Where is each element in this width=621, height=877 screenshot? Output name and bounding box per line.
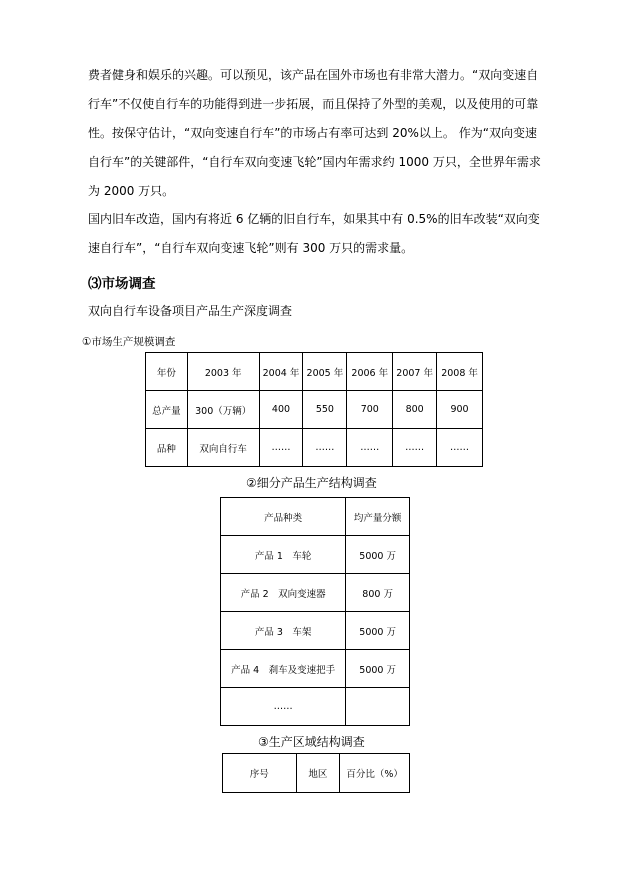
table-cell: …… [259, 429, 303, 467]
table-header-cell: 产品种类 [221, 498, 346, 536]
table-header-row [221, 498, 410, 536]
table-cell: …… [393, 429, 437, 467]
table-row [146, 353, 483, 391]
table-header-row [223, 754, 410, 793]
table-cell: 800 [393, 391, 437, 429]
table-cell [346, 688, 410, 726]
table-cell: 2003 年 [187, 353, 259, 391]
table-cell: 2007 年 [393, 353, 437, 391]
section-heading: ⑶市场调查 [88, 276, 156, 292]
table-cell: 产品 1 车轮 [221, 536, 346, 574]
table-cell: 产品 2 双向变速器 [221, 574, 346, 612]
table-header-cell: 均产量分额 [346, 498, 410, 536]
section-subheading: 双向自行车设备项目产品生产深度调查 [88, 304, 293, 318]
product-structure-table [220, 497, 410, 726]
table-cell: 总产量 [146, 391, 188, 429]
table-cell: …… [437, 429, 483, 467]
table-cell: 5000 万 [346, 650, 410, 688]
table-cell: 2006 年 [347, 353, 393, 391]
table-cell: 550 [303, 391, 347, 429]
table-cell: …… [221, 688, 346, 726]
body-paragraph-retrofit: 国内旧车改造，国内有将近 6 亿辆的旧自行车，如果其中有 0.5%的旧车改装“双向变速自行车”，“自行车双向变速飞轮”则有 300 万只的需求量。 [88, 212, 540, 255]
table-row [221, 612, 410, 650]
table-cell: …… [303, 429, 347, 467]
table3-caption: ③生产区域结构调查 [258, 735, 365, 749]
table-cell: 700 [347, 391, 393, 429]
table-cell: 产品 3 车架 [221, 612, 346, 650]
table1-caption: ①市场生产规模调查 [82, 336, 176, 348]
body-paragraph-demand: 费者健身和娱乐的兴趣。可以预见，该产品在国外市场也有非常大潜力。“双向变速自行车”不仅使自行车的功能得到进一步拓展，而且保持了外型的美观，以及使用的可靠性。按保守估计，“双向变速自行车”的市场占有率可达到 20%以上。 作为“双向变速自行车”的关键部件，“自行车双向变速飞轮”国内年需求约 1000 万只，全世界年需求为 2000 万只。 [88, 68, 541, 198]
table-cell: 800 万 [346, 574, 410, 612]
region-structure-table [222, 753, 410, 793]
table-header-cell: 百分比（%） [340, 754, 410, 793]
table2-caption: ②细分产品生产结构调查 [246, 476, 377, 490]
table-cell: 双向自行车 [187, 429, 259, 467]
table-cell: 2008 年 [437, 353, 483, 391]
table-row [221, 574, 410, 612]
table-row [146, 391, 483, 429]
table-header-cell: 地区 [296, 754, 340, 793]
table-header-cell: 序号 [223, 754, 297, 793]
table-cell: 2004 年 [259, 353, 303, 391]
table-row [221, 688, 410, 726]
table-cell: 品种 [146, 429, 188, 467]
table-cell: 400 [259, 391, 303, 429]
table-cell: 900 [437, 391, 483, 429]
table-cell: 300（万辆） [187, 391, 259, 429]
production-scale-table [145, 352, 483, 467]
table-row [146, 429, 483, 467]
table-cell: 年份 [146, 353, 188, 391]
table-cell: …… [347, 429, 393, 467]
table-cell: 产品 4 刹车及变速把手 [221, 650, 346, 688]
table-row [221, 650, 410, 688]
table-cell: 5000 万 [346, 612, 410, 650]
table-cell: 5000 万 [346, 536, 410, 574]
table-cell: 2005 年 [303, 353, 347, 391]
table-row [221, 536, 410, 574]
